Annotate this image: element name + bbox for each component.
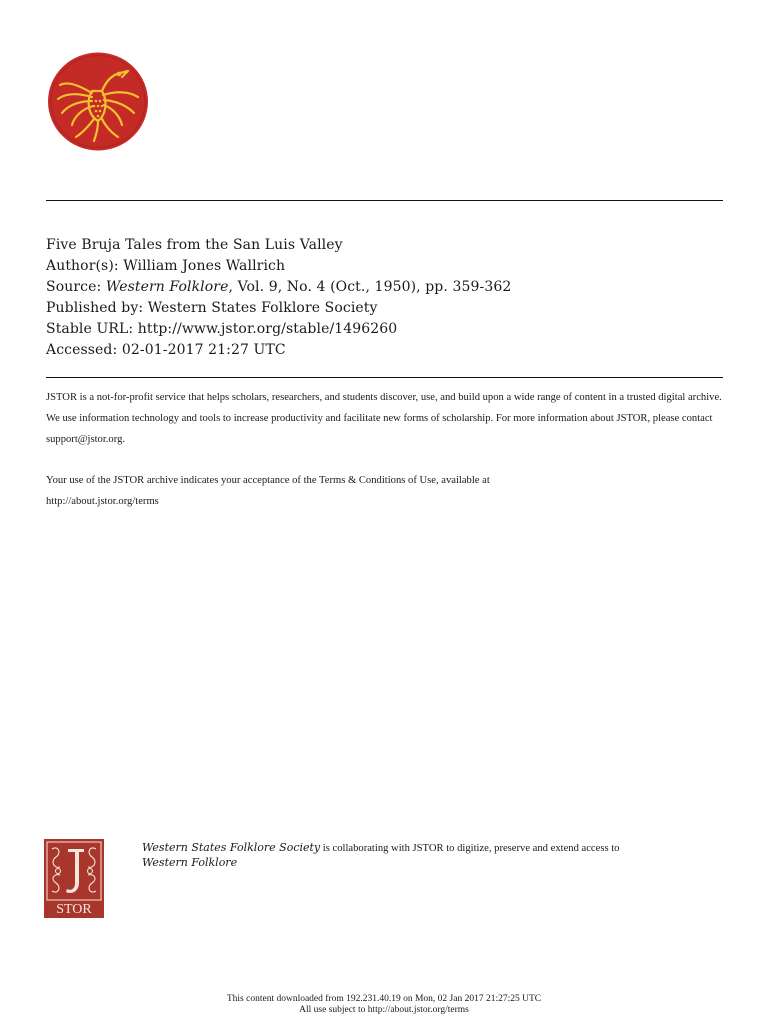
source-line xyxy=(46,277,726,298)
author-label: Author(s): xyxy=(46,258,119,274)
page-footer xyxy=(0,994,768,1016)
jstor-notice xyxy=(46,387,726,512)
stable-url-link[interactable]: http://www.jstor.org/stable/1496260 xyxy=(137,321,398,337)
accessed-date: 02-01-2017 21:27 UTC xyxy=(121,342,286,358)
stable-url-line xyxy=(46,319,726,340)
source-details: , Vol. 9, No. 4 (Oct., 1950), pp. 359-362 xyxy=(228,279,512,295)
publisher-name: Western States Folklore Society xyxy=(147,300,378,316)
publisher-line xyxy=(46,298,726,319)
notice-paragraph-2 xyxy=(46,470,726,512)
source-journal: Western Folklore xyxy=(105,279,229,295)
partner-name: Western States Folklore Society xyxy=(142,841,321,854)
phoenix-seal-icon xyxy=(46,51,150,152)
author-name: William Jones Wallrich xyxy=(123,258,286,274)
source-label: Source: xyxy=(46,279,102,295)
jstor-logo-text: STOR xyxy=(56,902,92,917)
terms-footer: All use subject to http://about.jstor.org/terms xyxy=(299,1005,469,1015)
article-metadata xyxy=(46,235,726,361)
stable-url-label: Stable URL: xyxy=(46,321,134,337)
collaboration-text: is collaborating with JSTOR to digitize, preserve and extend access to xyxy=(320,843,620,854)
accessed-label: Accessed: xyxy=(46,342,118,358)
author-line xyxy=(46,256,726,277)
jstor-logo-icon xyxy=(44,839,104,918)
top-divider xyxy=(46,200,723,201)
download-info: This content downloaded from 192.231.40.19 on Mon, 02 Jan 2017 21:27:25 UTC xyxy=(226,994,542,1004)
terms-link[interactable]: http://about.jstor.org/terms xyxy=(46,496,159,507)
collaboration-statement xyxy=(142,841,742,871)
middle-divider xyxy=(46,377,723,378)
notice-paragraph-1: JSTOR is a not-for-profit service that helps scholars, researchers, and students discover, use, and build upon a wide range of content in a trusted digital archive. We use information technology and tools to increase productivity and facilitate new forms of scholarship. For more information about JSTOR, please contact support@jstor.org. xyxy=(46,392,722,445)
accessed-line xyxy=(46,340,726,361)
publisher-label: Published by: xyxy=(46,300,144,316)
terms-text: Your use of the JSTOR archive indicates your acceptance of the Terms & Conditions of Use, available at xyxy=(46,475,490,486)
partner-journal: Western Folklore xyxy=(142,856,238,869)
article-title: Five Bruja Tales from the San Luis Valley xyxy=(46,237,343,253)
